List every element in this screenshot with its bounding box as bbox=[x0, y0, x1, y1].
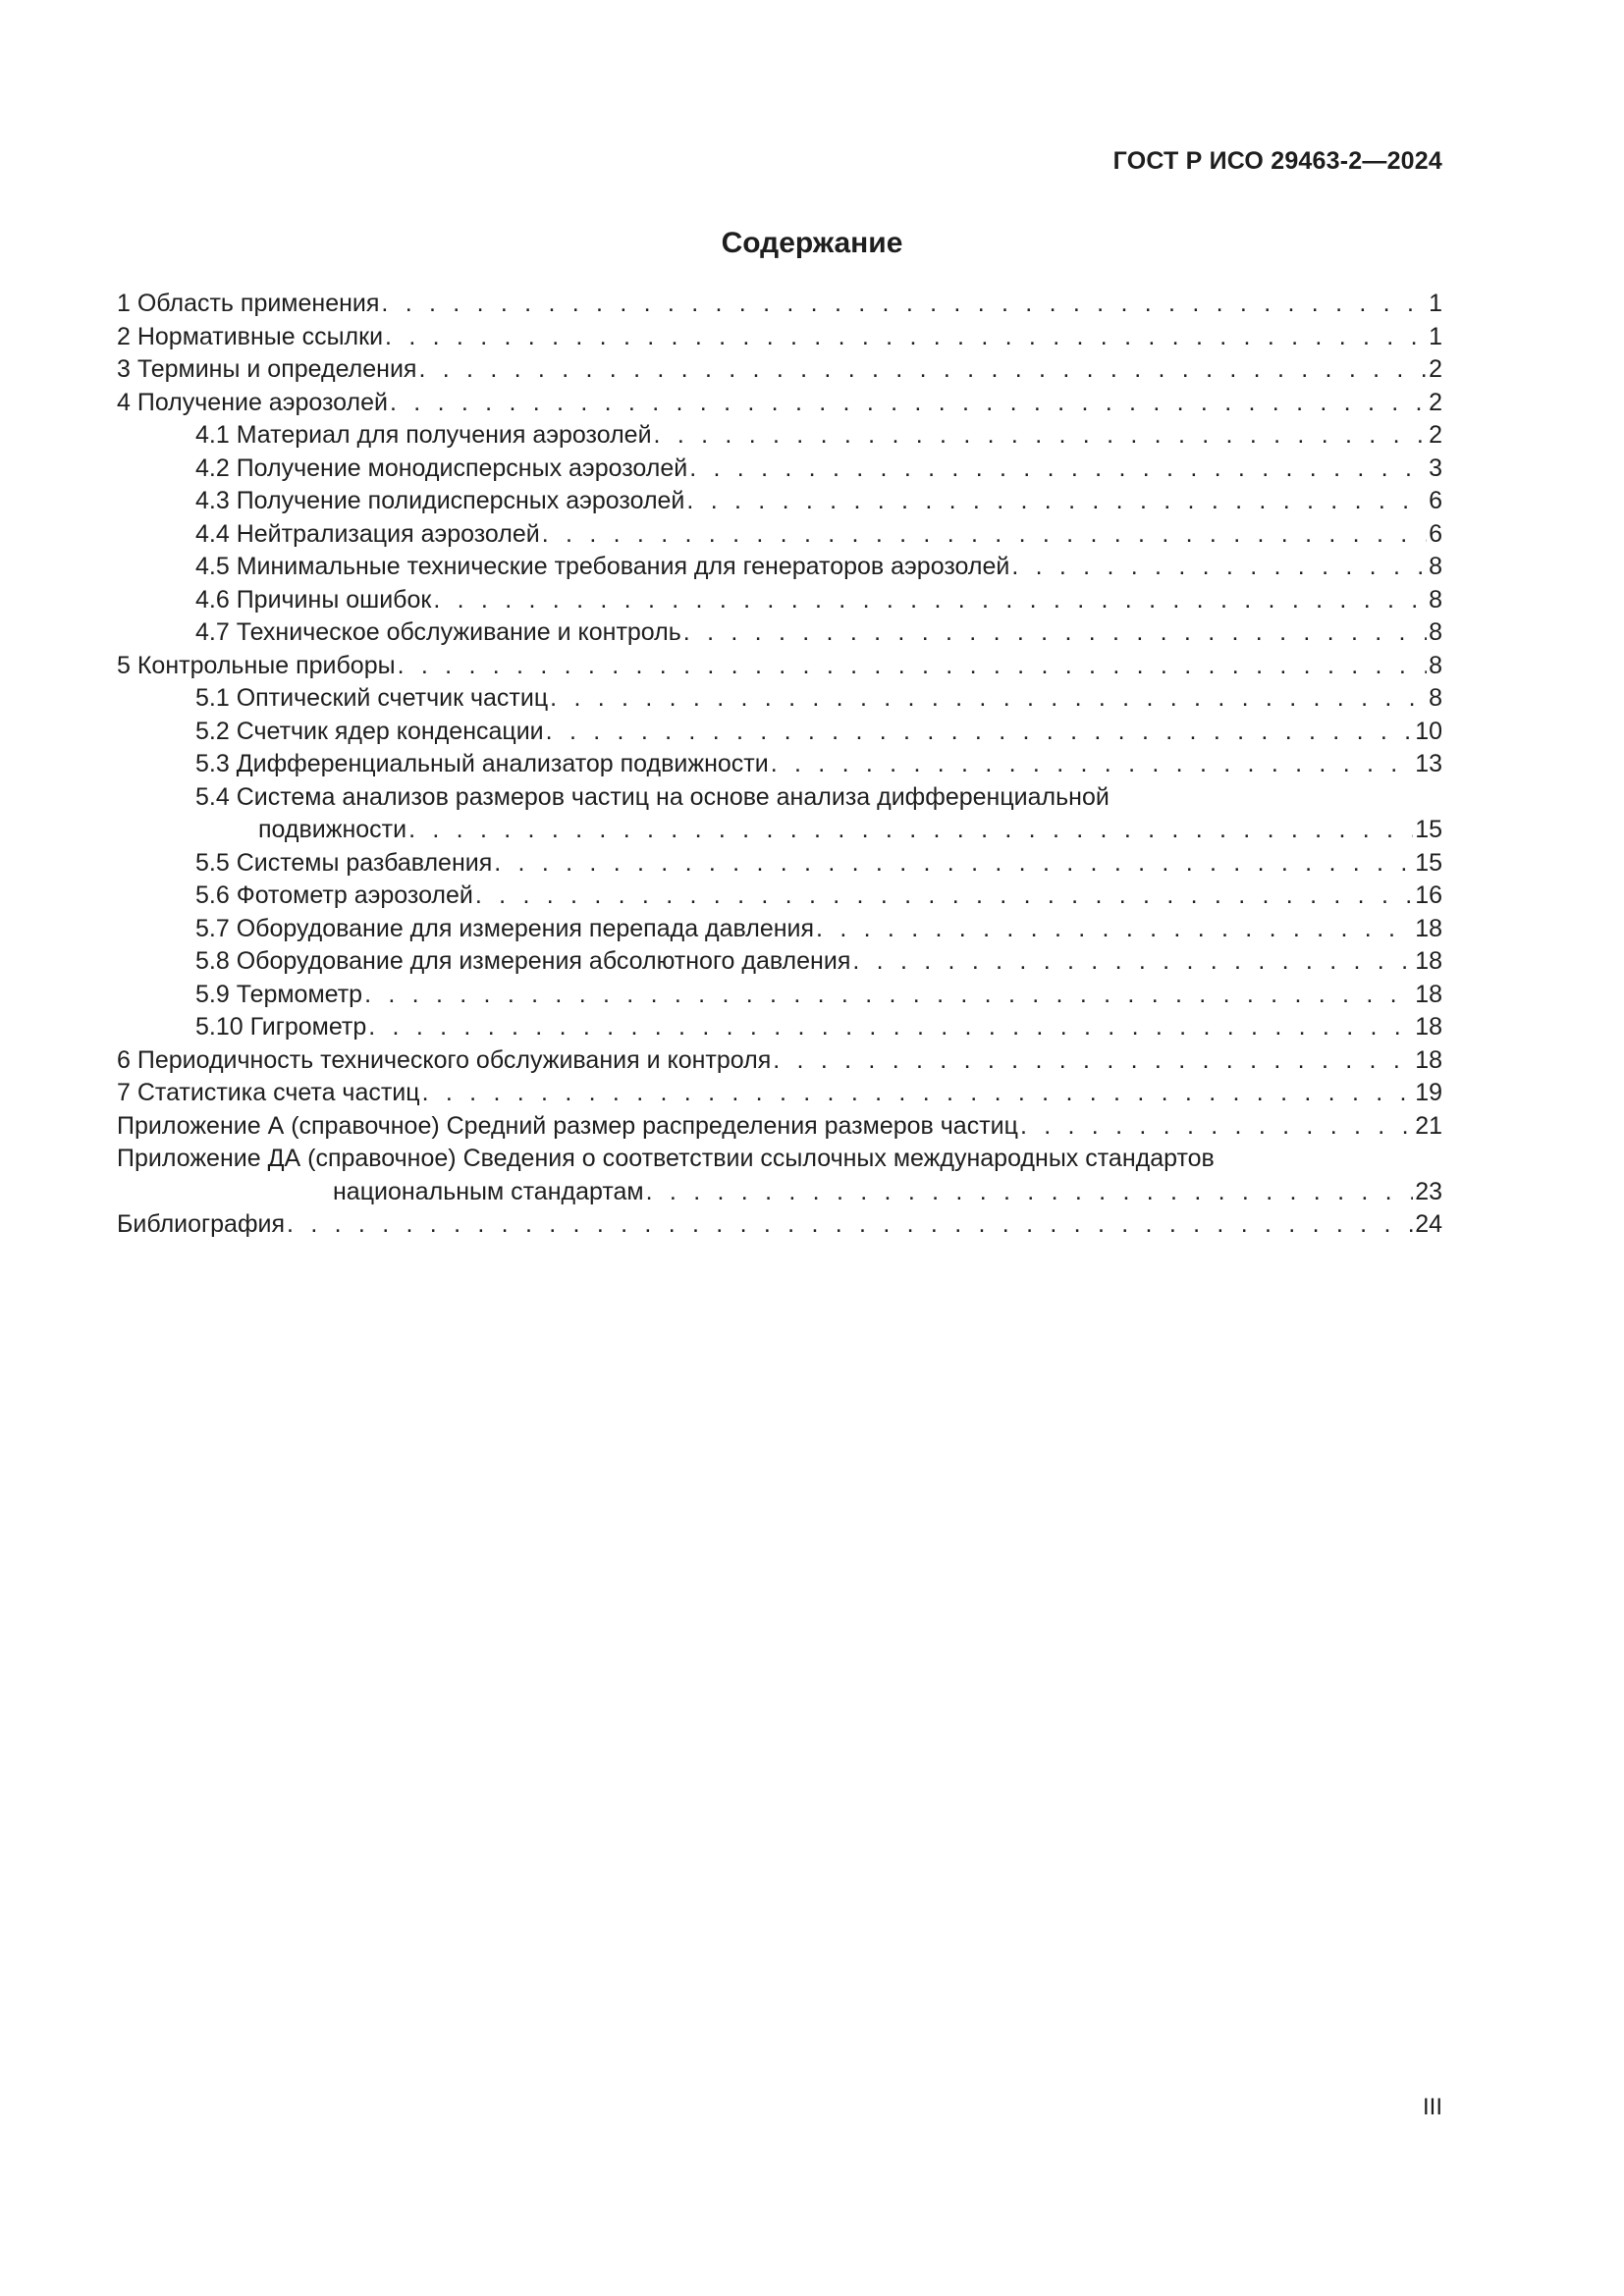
toc-entry-title: 5.9 Термометр bbox=[195, 980, 363, 1008]
toc-leader-dots bbox=[773, 1044, 1413, 1078]
toc-entry-page: 21 bbox=[1415, 1111, 1442, 1140]
toc-entry-page: 6 bbox=[1429, 519, 1442, 548]
toc-entry-title: 6 Периодичность технического обслуживания и контроля bbox=[117, 1045, 772, 1074]
toc-entry-page: 15 bbox=[1415, 848, 1442, 877]
toc-entry[interactable] bbox=[117, 288, 1442, 321]
toc-subentry[interactable] bbox=[117, 781, 1442, 815]
toc-entry-page: 24 bbox=[1415, 1210, 1442, 1238]
toc-entry-title: 1 Область применения bbox=[117, 290, 380, 317]
toc-entry-page: 13 bbox=[1415, 750, 1442, 777]
toc-entry-page: 8 bbox=[1429, 618, 1442, 646]
toc-entry-page: 1 bbox=[1429, 322, 1442, 350]
toc-entry-title: 5.3 Дифференциальный анализатор подвижности bbox=[195, 750, 769, 777]
toc-entry-title: 4.6 Причины ошибок bbox=[195, 585, 432, 614]
toc-entry[interactable] bbox=[117, 650, 1442, 683]
toc-entry-page: 2 bbox=[1429, 421, 1442, 449]
toc-entry[interactable] bbox=[117, 1077, 1442, 1110]
toc-entry-page: 1 bbox=[1429, 290, 1442, 317]
toc-entry-title: 4.1 Материал для получения аэрозолей bbox=[195, 421, 652, 449]
toc-leader-dots bbox=[418, 353, 1427, 387]
toc-entry-title: 7 Статистика счета частиц bbox=[117, 1079, 420, 1106]
toc-entry-page: 2 bbox=[1429, 388, 1442, 416]
toc-entry[interactable] bbox=[117, 1208, 1442, 1242]
toc-leader-dots bbox=[385, 321, 1427, 354]
toc-entry-title: 2 Нормативные ссылки bbox=[117, 322, 384, 350]
toc-subentry[interactable] bbox=[117, 485, 1442, 518]
toc-entry-page: 10 bbox=[1415, 717, 1442, 745]
toc-leader-dots bbox=[1011, 551, 1427, 584]
toc-leader-dots bbox=[368, 1011, 1413, 1044]
toc-subentry[interactable] bbox=[117, 584, 1442, 617]
toc-leader-dots bbox=[422, 1077, 1414, 1110]
toc-entry-title: 5.4 Система анализов размеров частиц на основе анализа дифференциальной bbox=[195, 782, 1110, 811]
toc-leader-dots bbox=[1020, 1110, 1413, 1144]
toc-entry-title: Приложение А (справочное) Средний размер распределения размеров частиц bbox=[117, 1111, 1018, 1140]
toc-entry-title: национальным стандартам bbox=[333, 1177, 644, 1205]
toc-entry-page: 23 bbox=[1415, 1177, 1442, 1205]
toc-subentry[interactable] bbox=[117, 551, 1442, 584]
toc-leader-dots bbox=[550, 682, 1427, 716]
toc-subentry-continuation[interactable] bbox=[117, 814, 1442, 847]
toc-entry-page: 8 bbox=[1429, 585, 1442, 614]
toc-leader-dots bbox=[689, 453, 1427, 486]
toc-leader-dots bbox=[408, 814, 1413, 847]
toc-entry-title: 5.7 Оборудование для измерения перепада давления bbox=[195, 914, 815, 942]
toc-entry-page: 3 bbox=[1429, 454, 1442, 482]
toc-entry[interactable] bbox=[117, 321, 1442, 354]
toc-entry-page: 8 bbox=[1429, 684, 1442, 712]
toc-entry-page: 18 bbox=[1415, 1013, 1442, 1041]
toc-subentry[interactable] bbox=[117, 682, 1442, 716]
toc-subentry[interactable] bbox=[117, 518, 1442, 552]
toc-leader-dots bbox=[433, 584, 1427, 617]
toc-entry-page: 2 bbox=[1429, 355, 1442, 383]
table-of-contents bbox=[117, 288, 1442, 1242]
toc-entry-page: 19 bbox=[1415, 1079, 1442, 1106]
toc-entry-title: 4.5 Минимальные технические требования для генераторов аэрозолей bbox=[195, 553, 1010, 580]
toc-entry-page: 18 bbox=[1415, 1045, 1442, 1074]
toc-entry-title: 4.3 Получение полидисперсных аэрозолей bbox=[195, 487, 685, 514]
toc-subentry[interactable] bbox=[117, 748, 1442, 781]
toc-leader-dots bbox=[475, 880, 1413, 913]
toc-subentry[interactable] bbox=[117, 419, 1442, 453]
toc-leader-dots bbox=[654, 419, 1428, 453]
toc-entry[interactable] bbox=[117, 353, 1442, 387]
toc-entry-page: 6 bbox=[1429, 487, 1442, 514]
toc-entry-title: 5.6 Фотометр аэрозолей bbox=[195, 881, 473, 909]
toc-leader-dots bbox=[646, 1176, 1414, 1209]
toc-subentry[interactable] bbox=[117, 716, 1442, 749]
toc-entry-title: 3 Термины и определения bbox=[117, 355, 417, 383]
document-code: ГОСТ Р ИСО 29463-2—2024 bbox=[1112, 147, 1442, 175]
toc-entry-page: 8 bbox=[1429, 553, 1442, 580]
toc-entry-title: подвижности bbox=[258, 816, 407, 843]
toc-entry-title: Приложение ДА (справочное) Сведения о соответствии ссылочных международных стандартов bbox=[117, 1145, 1215, 1172]
toc-entry-title: 5.5 Системы разбавления bbox=[195, 848, 493, 877]
toc-leader-dots bbox=[287, 1208, 1413, 1242]
toc-subentry[interactable] bbox=[117, 945, 1442, 979]
toc-subentry[interactable] bbox=[117, 979, 1442, 1012]
toc-subentry[interactable] bbox=[117, 880, 1442, 913]
toc-title: Содержание bbox=[721, 227, 903, 259]
toc-entry-title: 5.10 Гигрометр bbox=[195, 1013, 367, 1041]
toc-entry-page: 15 bbox=[1415, 816, 1442, 843]
toc-leader-dots bbox=[381, 288, 1427, 321]
toc-entry-title: 4.2 Получение монодисперсных аэрозолей bbox=[195, 454, 688, 482]
toc-entry[interactable] bbox=[117, 1143, 1442, 1176]
toc-leader-dots bbox=[364, 979, 1413, 1012]
toc-leader-dots bbox=[771, 748, 1413, 781]
toc-entry-page: 8 bbox=[1429, 651, 1442, 679]
toc-subentry[interactable] bbox=[117, 1011, 1442, 1044]
toc-leader-dots bbox=[494, 847, 1413, 881]
toc-entry-title: 5.2 Счетчик ядер конденсации bbox=[195, 717, 544, 745]
toc-entry-title: 4.4 Нейтрализация аэрозолей bbox=[195, 519, 540, 548]
toc-entry-title: 4.7 Техническое обслуживание и контроль bbox=[195, 618, 681, 646]
toc-entry-title: Библиография bbox=[117, 1210, 286, 1238]
toc-leader-dots bbox=[683, 616, 1427, 650]
toc-subentry[interactable] bbox=[117, 913, 1442, 946]
toc-entry-title: 5 Контрольные приборы bbox=[117, 651, 396, 679]
toc-entry[interactable] bbox=[117, 1044, 1442, 1078]
toc-leader-dots bbox=[546, 716, 1414, 749]
toc-subentry[interactable] bbox=[117, 847, 1442, 881]
toc-leader-dots bbox=[398, 650, 1428, 683]
toc-leader-dots bbox=[390, 387, 1427, 420]
toc-entry-continuation[interactable] bbox=[117, 1176, 1442, 1209]
toc-subentry[interactable] bbox=[117, 616, 1442, 650]
toc-entry-page: 18 bbox=[1415, 914, 1442, 942]
toc-subentry[interactable] bbox=[117, 453, 1442, 486]
page-number: III bbox=[1422, 2094, 1442, 2120]
toc-leader-dots bbox=[852, 945, 1413, 979]
toc-entry-title: 4 Получение аэрозолей bbox=[117, 388, 388, 416]
toc-leader-dots bbox=[686, 485, 1427, 518]
toc-entry-title: 5.8 Оборудование для измерения абсолютного давления bbox=[195, 947, 851, 975]
toc-leader-dots bbox=[816, 913, 1413, 946]
toc-leader-dots bbox=[542, 518, 1427, 552]
toc-entry-title: 5.1 Оптический счетчик частиц bbox=[195, 684, 549, 712]
toc-entry-page: 18 bbox=[1415, 980, 1442, 1008]
toc-entry-page: 18 bbox=[1415, 947, 1442, 975]
toc-entry[interactable] bbox=[117, 1110, 1442, 1144]
toc-entry[interactable] bbox=[117, 387, 1442, 420]
toc-entry-page: 16 bbox=[1415, 881, 1442, 909]
